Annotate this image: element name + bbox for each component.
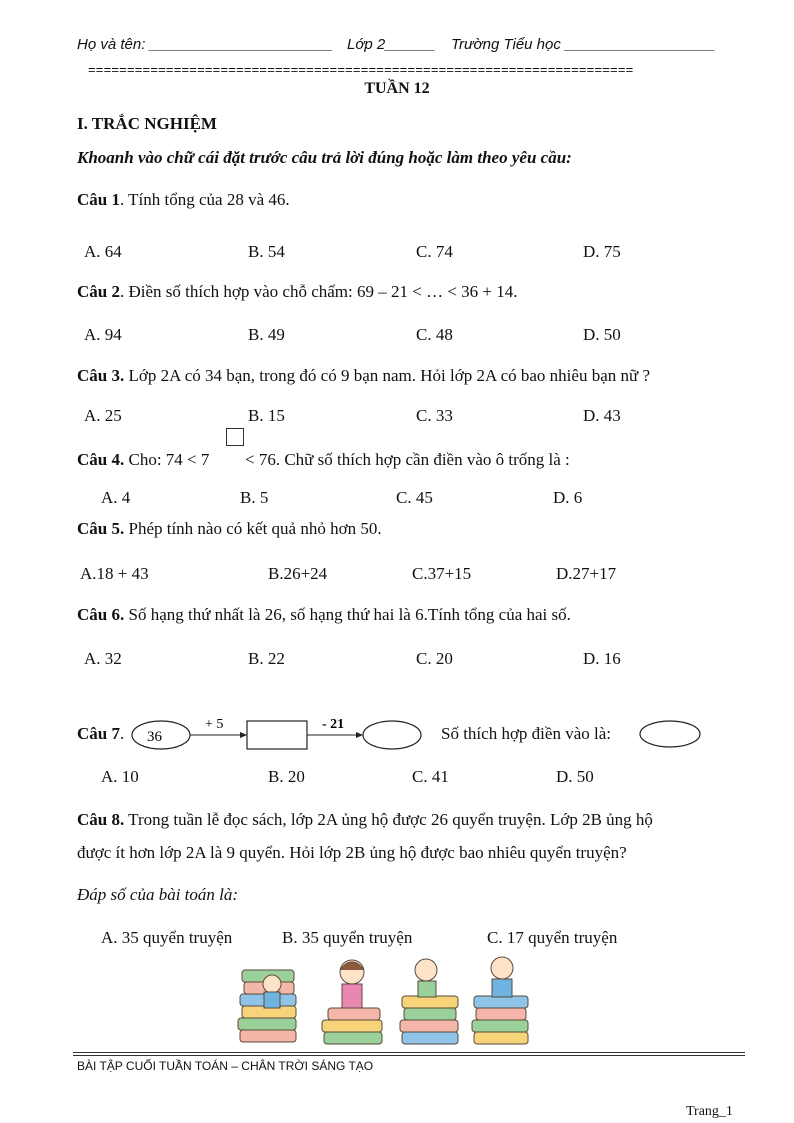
q2-option-a[interactable]: A. 94 — [84, 325, 122, 344]
q3-option-a[interactable]: A. 25 — [84, 406, 122, 425]
q7-option-c[interactable]: C. 41 — [412, 767, 449, 786]
class-field-label: Lớp 2______ — [347, 36, 436, 53]
q1-option-c[interactable]: C. 74 — [416, 242, 453, 261]
book-stack-2 — [322, 960, 382, 1044]
start-value: 36 — [147, 729, 162, 745]
number-chain-diagram — [125, 708, 725, 758]
q1-option-d[interactable]: D. 75 — [583, 242, 621, 261]
question-8: Câu 8. Trong tuần lễ đọc sách, lớp 2A ủng hộ được 26 quyển truyện. Lớp 2B ủng hộ — [77, 810, 653, 829]
q5-option-d[interactable]: D.27+17 — [556, 564, 617, 583]
book-stack-3 — [400, 959, 458, 1044]
name-field-label: Họ và tên: ______________________ — [77, 36, 334, 53]
week-title: TUẦN 12 — [364, 80, 430, 97]
q3-option-b[interactable]: B. 15 — [248, 406, 285, 425]
question-2: Câu 2. Điền số thích hợp vào chỗ chấm: 69 – 21 < … < 36 + 14. — [77, 282, 518, 301]
instruction: Khoanh vào chữ cái đặt trước câu trả lời đúng hoặc làm theo yêu cầu: — [77, 148, 572, 167]
kids-reading-books-illustration — [236, 952, 536, 1046]
question-7-tail: Số thích hợp điền vào là: — [441, 724, 611, 743]
op1-label: + 5 — [205, 717, 224, 732]
footer-text: BÀI TẬP CUỐI TUẦN TOÁN – CHÂN TRỜI SÁNG TẠO — [77, 1059, 374, 1073]
question-4: Câu 4. Cho: 74 < 7 — [77, 450, 210, 469]
q5-option-b[interactable]: B.26+24 — [268, 564, 328, 583]
q3-option-d[interactable]: D. 43 — [583, 406, 621, 425]
q8-option-b[interactable]: B. 35 quyển truyện — [282, 928, 413, 947]
q7-option-a[interactable]: A. 10 — [101, 767, 139, 786]
footer-rule — [73, 1052, 745, 1053]
q6-option-c[interactable]: C. 20 — [416, 649, 453, 668]
q2-option-c[interactable]: C. 48 — [416, 325, 453, 344]
q5-option-a[interactable]: A.18 + 43 — [80, 564, 149, 583]
question-6: Câu 6. Số hạng thứ nhất là 26, số hạng thứ hai là 6.Tính tổng của hai số. — [77, 605, 571, 624]
q5-option-c[interactable]: C.37+15 — [412, 564, 472, 583]
q4-option-a[interactable]: A. 4 — [101, 488, 131, 507]
book-stack-1 — [238, 970, 296, 1042]
q6-option-a[interactable]: A. 32 — [84, 649, 122, 668]
q1-option-b[interactable]: B. 54 — [248, 242, 285, 261]
arrow-2-head — [356, 732, 363, 738]
q6-option-b[interactable]: B. 22 — [248, 649, 285, 668]
school-field-label: Trường Tiểu học __________________ — [451, 36, 716, 53]
q2-option-b[interactable]: B. 49 — [248, 325, 285, 344]
section-title: I. TRẮC NGHIỆM — [77, 114, 217, 133]
question-3: Câu 3. Lớp 2A có 34 bạn, trong đó có 9 bạn nam. Hỏi lớp 2A có bao nhiêu bạn nữ ? — [77, 366, 650, 385]
q8-option-c[interactable]: C. 17 quyển truyện — [487, 928, 618, 947]
answer-oval[interactable] — [640, 721, 700, 747]
question-5: Câu 5. Phép tính nào có kết quả nhỏ hơn 50. — [77, 519, 382, 538]
q4-option-c[interactable]: C. 45 — [396, 488, 433, 507]
q4-option-b[interactable]: B. 5 — [240, 488, 269, 507]
question-8-line-2: được ít hơn lớp 2A là 9 quyển. Hỏi lớp 2B ủng hộ được bao nhiêu quyển truyện? — [77, 843, 627, 862]
q4-option-d[interactable]: D. 6 — [553, 488, 583, 507]
answer-prompt: Đáp số của bài toán là: — [77, 885, 239, 904]
header-separator: ====================================================================== — [88, 62, 634, 77]
question-4-tail: < 76. Chữ số thích hợp cần điền vào ô trống là : — [245, 450, 570, 469]
middle-box[interactable] — [247, 721, 307, 749]
q7-option-d[interactable]: D. 50 — [556, 767, 594, 786]
q6-option-d[interactable]: D. 16 — [583, 649, 621, 668]
end-oval[interactable] — [363, 721, 421, 749]
q8-option-a[interactable]: A. 35 quyển truyện — [101, 928, 233, 947]
q1-option-a[interactable]: A. 64 — [84, 242, 122, 261]
op2-label: - 21 — [322, 717, 345, 732]
q3-option-c[interactable]: C. 33 — [416, 406, 453, 425]
blank-digit-box[interactable] — [226, 428, 244, 446]
book-stack-4 — [472, 957, 528, 1044]
q2-option-d[interactable]: D. 50 — [583, 325, 621, 344]
q7-option-b[interactable]: B. 20 — [268, 767, 305, 786]
arrow-1-head — [240, 732, 247, 738]
page-number: Trang_1 — [686, 1104, 733, 1119]
footer-rule-2 — [73, 1055, 745, 1056]
question-7: Câu 7. — [77, 724, 125, 743]
question-1: Câu 1. Tính tổng của 28 và 46. — [77, 190, 290, 209]
